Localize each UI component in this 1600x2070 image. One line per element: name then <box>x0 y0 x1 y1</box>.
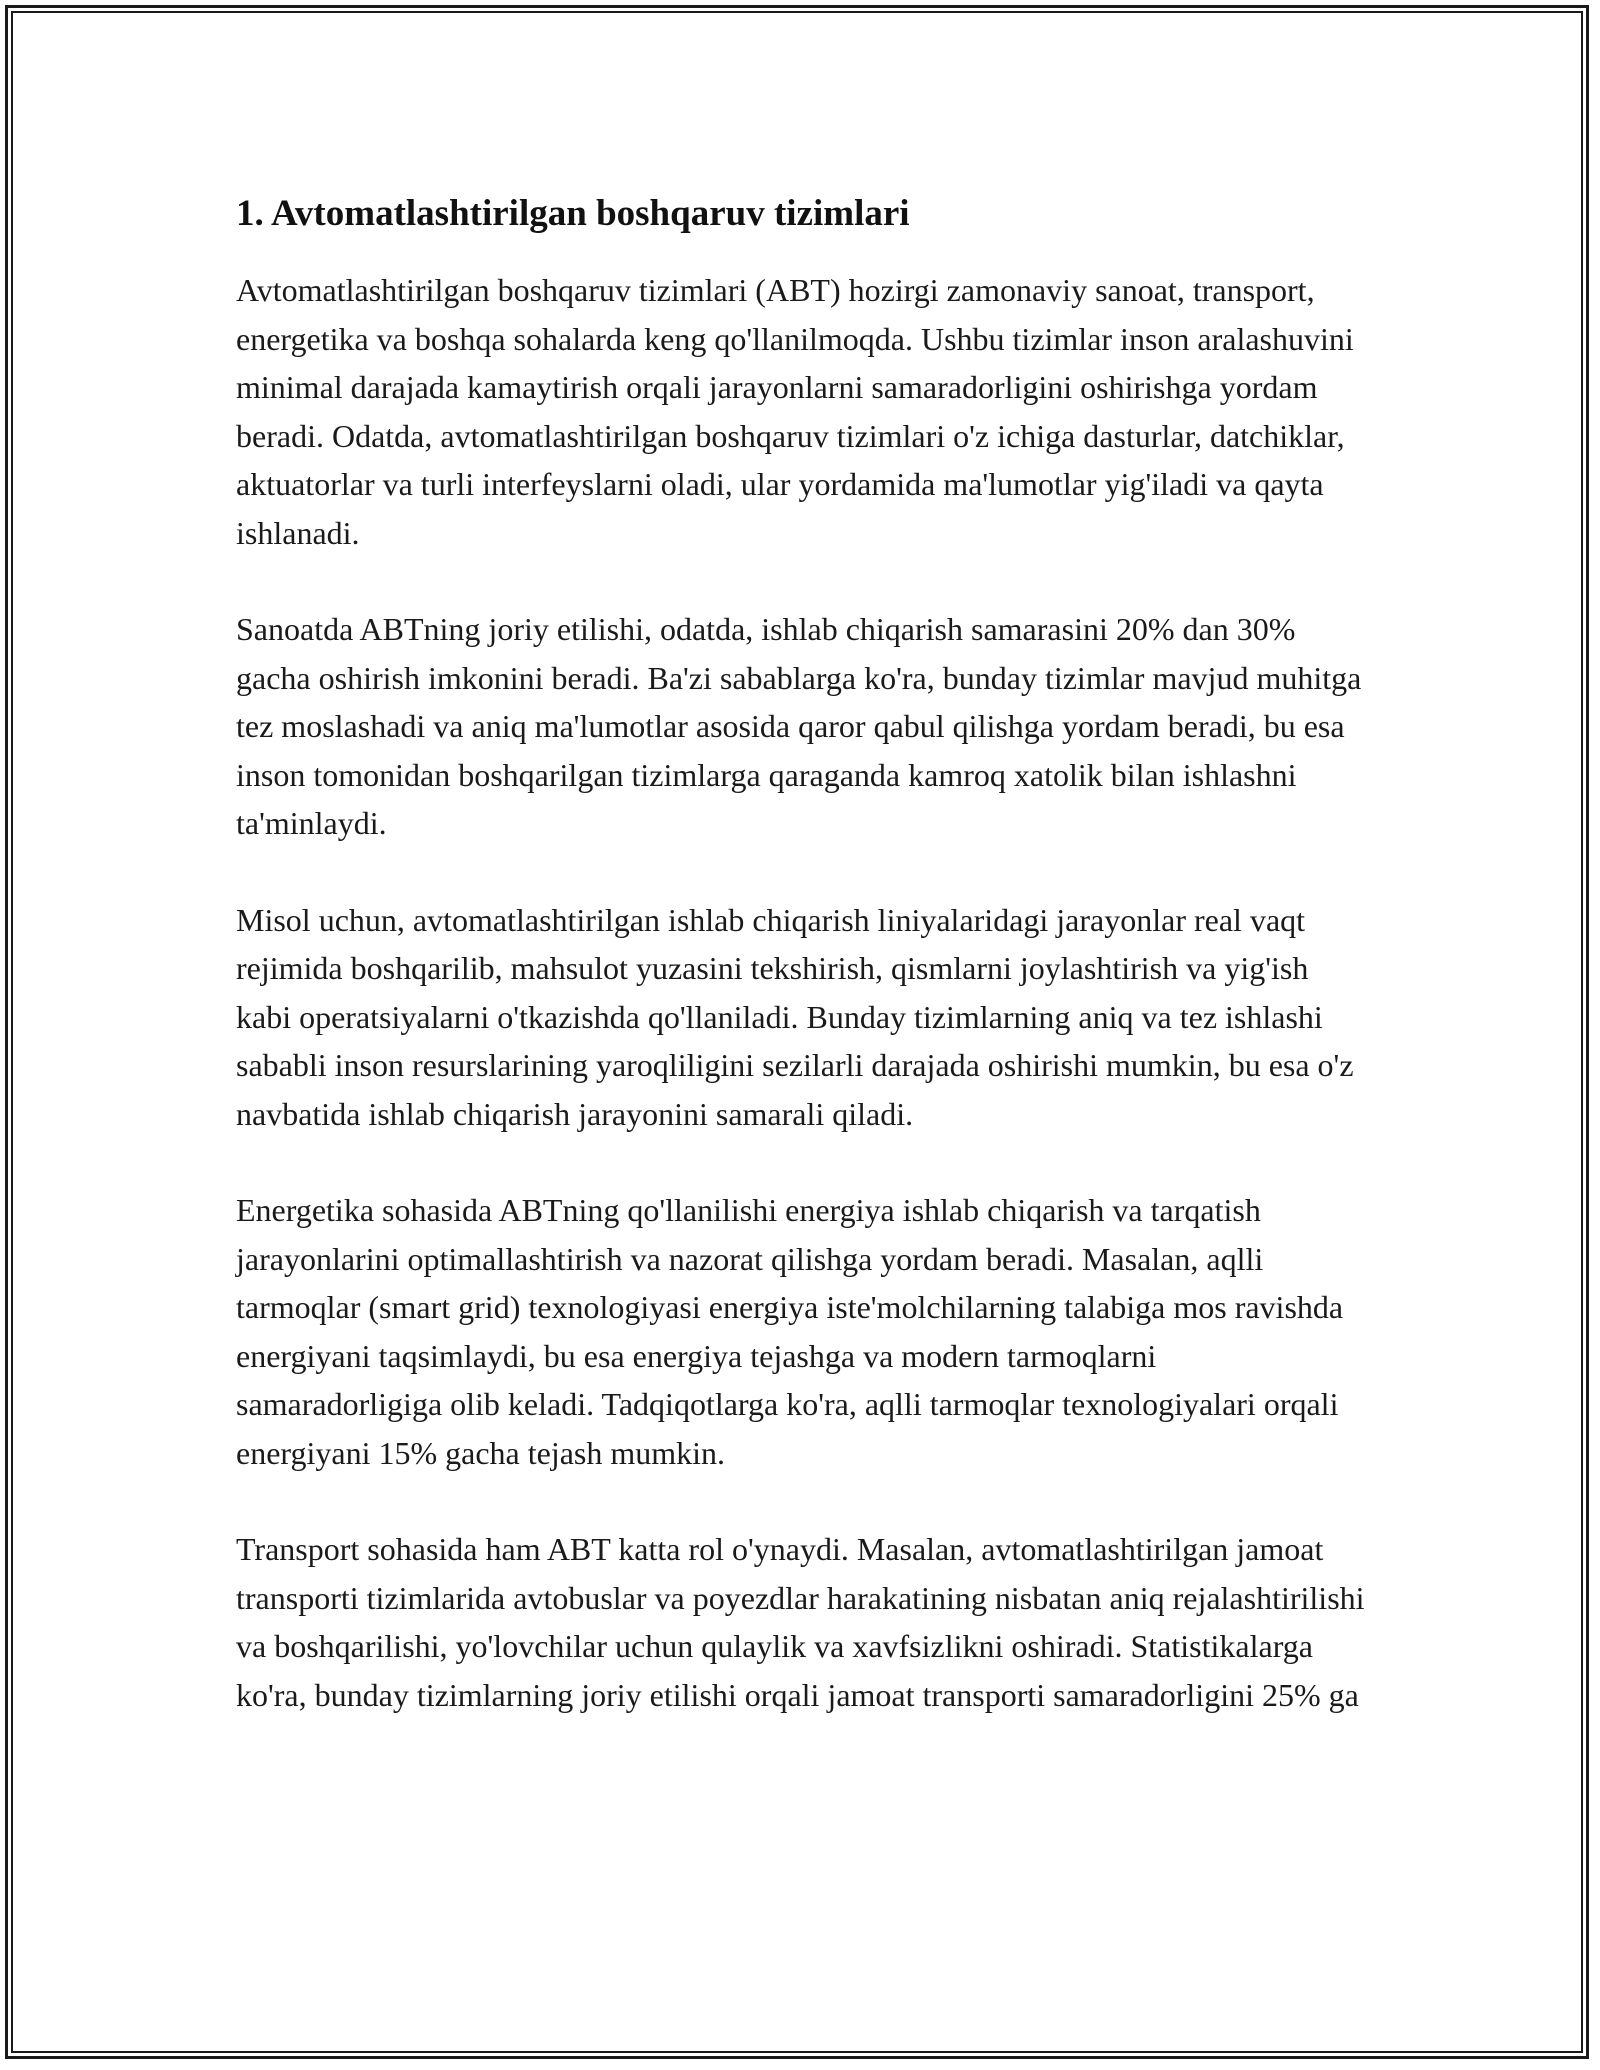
paragraph-example: Misol uchun, avtomatlashtirilgan ishlab chiqarish liniyalaridagi jarayonlar real vaqt rejimida boshqarilib, mahsulot yuzasini tekshirish, qismlarni joylashtirish va yig'ish kabi operatsiyalarni o'tkazishda qo'llaniladi. Bunday tizimlarning aniq va tez ishlashi sababli inson resurslarining yaroqliligini sezilarli darajada oshirishi mumkin, bu esa o'z navbatida ishlab chiqarish jarayonini samarali qiladi. <box>236 901 1354 1132</box>
document-body <box>236 186 1366 1719</box>
paragraph-transport: Transport sohasida ham ABT katta rol o'ynaydi. Masalan, avtomatlashtirilgan jamoat transporti tizimlarida avtobuslar va poyezdlar harakatining nisbatan aniq rejalashtirilishi va boshqarilishi, yo'lovchilar uchun qulaylik va xavfsizlikni oshiradi. Statistikalarga ko'ra, bunday tizimlarning joriy etilishi orqali jamoat transporti samaradorligini 25% ga <box>236 1531 1365 1713</box>
paragraph-energy: Energetika sohasida ABTning qo'llanilishi energiya ishlab chiqarish va tarqatish jarayonlarini optimallashtirish va nazorat qilishga yordam beradi. Masalan, aqlli tarmoqlar (smart grid) texnologiyasi energiya iste'molchilarning talabiga mos ravishda energiyani taqsimlaydi, bu esa energiya tejashga va modern tarmoqlarni samaradorligiga olib keladi. Tadqiqotlarga ko'ra, aqlli tarmoqlar texnologiyalari orqali energiyani 15% gacha tejash mumkin. <box>236 1192 1344 1471</box>
paragraph-intro: Avtomatlashtirilgan boshqaruv tizimlari (ABT) hozirgi zamonaviy sanoat, transport, energetika va boshqa sohalarda keng qo'llanilmoqda. Ushbu tizimlar inson aralashuvini minimal darajada kamaytirish orqali jarayonlarni samaradorligini oshirishga yordam beradi. Odatda, avtomatlashtirilgan boshqaruv tizimlari o'z ichiga dasturlar, datchiklar, aktuatorlar va turli interfeyslarni oladi, ular yordamida ma'lumotlar yig'iladi va qayta ishlanadi. <box>236 272 1354 551</box>
paragraph-industry: Sanoatda ABTning joriy etilishi, odatda, ishlab chiqarish samarasini 20% dan 30% gacha oshirish imkonini beradi. Ba'zi sabablarga ko'ra, bunday tizimlar mavjud muhitga tez moslashadi va aniq ma'lumotlar asosida qaror qabul qilishga yordam beradi, bu esa inson tomonidan boshqarilgan tizimlarga qaraganda kamroq xatolik bilan ishlashni ta'minlaydi. <box>236 611 1362 841</box>
section-heading: 1. Avtomatlashtirilgan boshqaruv tizimlari <box>236 193 910 234</box>
